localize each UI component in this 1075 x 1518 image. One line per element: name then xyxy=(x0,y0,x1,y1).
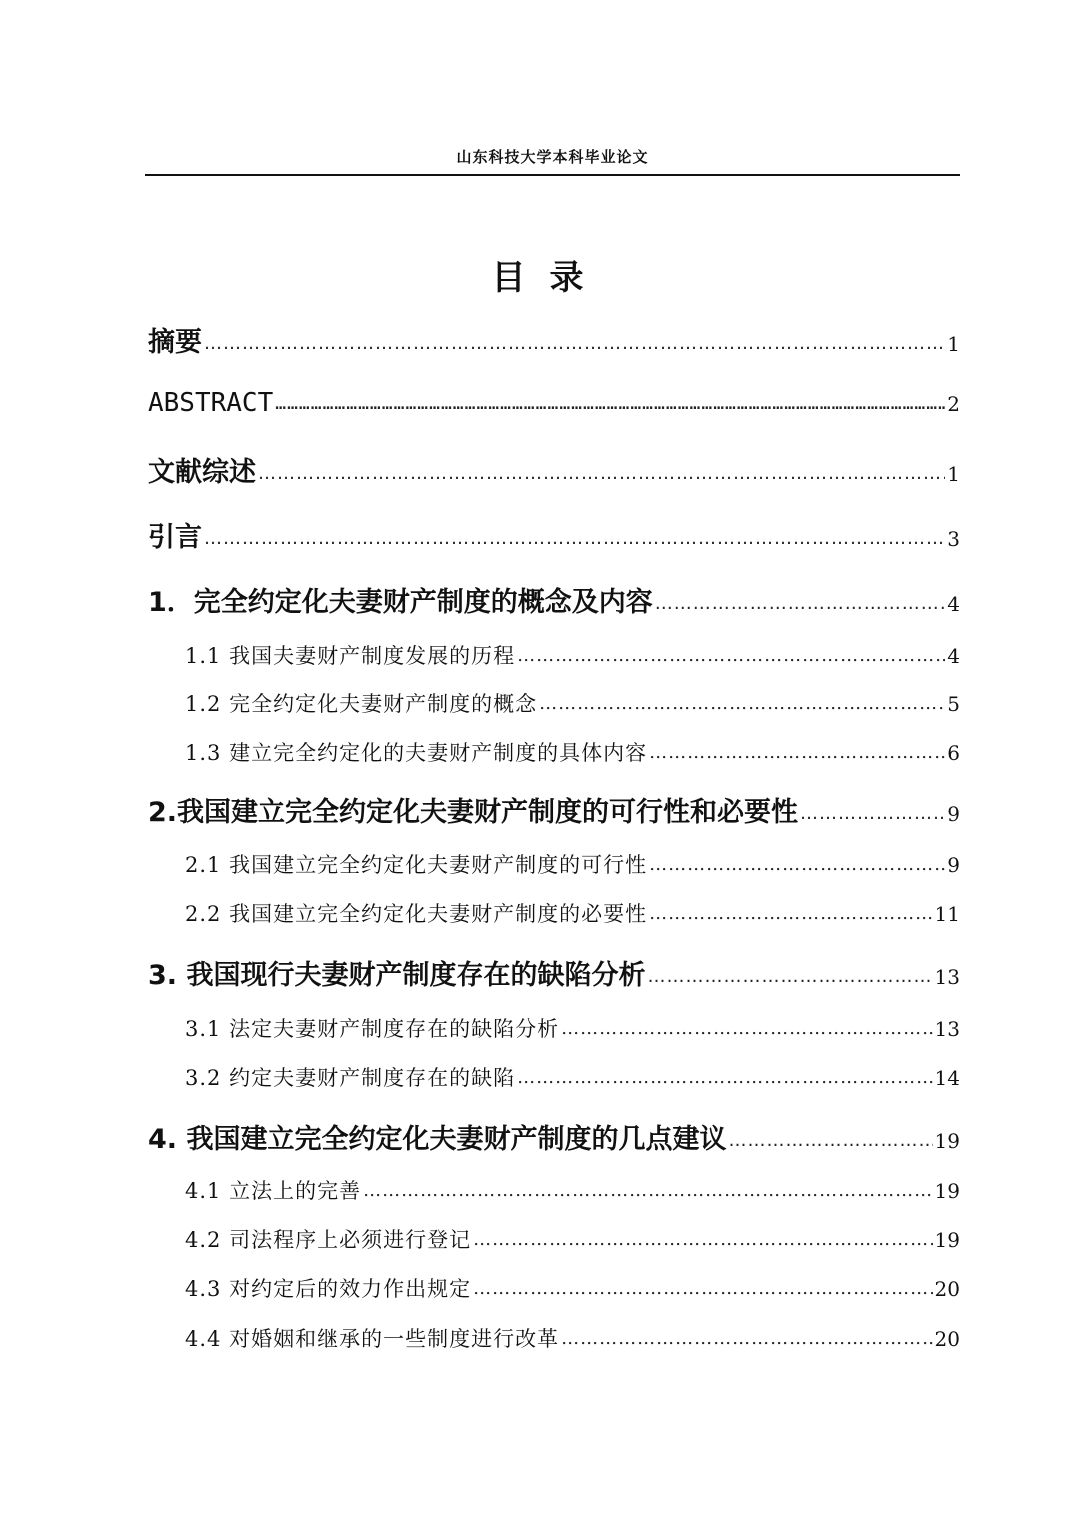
dot-leader xyxy=(275,393,945,414)
dot-leader xyxy=(517,1067,932,1088)
dot-leader xyxy=(647,966,932,987)
toc-entry-chapter-1[interactable] xyxy=(148,580,960,619)
toc-entry-label: 2.我国建立完全约定化夫妻财产制度的可行性和必要性 xyxy=(148,797,799,828)
toc-entry-page: 2 xyxy=(947,392,960,416)
dot-leader xyxy=(473,1278,932,1299)
toc-entry-chapter-3[interactable] xyxy=(148,953,960,992)
toc-entry-section-1-1[interactable] xyxy=(185,640,960,670)
toc-entry-label: 3.1 法定夫妻财产制度存在的缺陷分析 xyxy=(185,1017,560,1041)
toc-entry-label: 4.1 立法上的完善 xyxy=(185,1179,362,1203)
toc-entry-label: 摘要 xyxy=(148,327,202,358)
toc-entry-literature-review[interactable] xyxy=(148,450,960,489)
toc-entry-page: 14 xyxy=(934,1066,960,1090)
toc-entry-label: 4.3 对约定后的效力作出规定 xyxy=(185,1277,472,1301)
toc-entry-page: 1 xyxy=(947,462,960,486)
toc-entry-page: 6 xyxy=(947,741,960,765)
toc-entry-page: 20 xyxy=(934,1277,960,1301)
toc-entry-label: 2.1 我国建立完全约定化夫妻财产制度的可行性 xyxy=(185,853,648,877)
toc-entry-label: 1.3 建立完全约定化的夫妻财产制度的具体内容 xyxy=(185,741,648,765)
toc-entry-label: 4.2 司法程序上必须进行登记 xyxy=(185,1228,472,1252)
toc-entry-section-4-1[interactable] xyxy=(185,1175,960,1205)
toc-entry-page: 5 xyxy=(947,692,960,716)
toc-entry-section-4-3[interactable] xyxy=(185,1273,960,1303)
toc-entry-page: 3 xyxy=(947,527,960,551)
toc-entry-page: 4 xyxy=(947,644,960,668)
dot-leader xyxy=(561,1328,932,1349)
toc-entry-section-1-3[interactable] xyxy=(185,737,960,767)
dot-leader xyxy=(473,1229,932,1250)
dot-leader xyxy=(649,903,932,924)
dot-leader xyxy=(258,463,945,484)
toc-entry-page: 4 xyxy=(947,592,960,616)
toc-entry-label: 1.1 我国夫妻财产制度发展的历程 xyxy=(185,644,516,668)
dot-leader xyxy=(204,528,945,549)
toc-entry-label: 文献综述 xyxy=(148,457,256,488)
toc-entry-label: 3.2 约定夫妻财产制度存在的缺陷 xyxy=(185,1066,516,1090)
toc-entry-chapter-2[interactable] xyxy=(148,790,960,829)
toc-entry-chapter-4[interactable] xyxy=(148,1117,960,1156)
toc-entry-label: 引言 xyxy=(148,522,202,553)
toc-entry-section-4-4[interactable] xyxy=(185,1323,960,1353)
toc-entry-abstract-en[interactable] xyxy=(148,388,960,418)
dot-leader xyxy=(728,1130,932,1151)
toc-entry-page: 11 xyxy=(934,902,960,926)
toc-entry-page: 13 xyxy=(934,1017,960,1041)
dot-leader xyxy=(649,742,945,763)
toc-entry-page: 19 xyxy=(934,1179,960,1203)
toc-entry-label: 4. 我国建立完全约定化夫妻财产制度的几点建议 xyxy=(148,1124,727,1155)
running-header-title: 山东科技大学本科毕业论文 xyxy=(456,148,649,166)
toc-entry-page: 13 xyxy=(934,965,960,989)
toc-entry-label: 2.2 我国建立完全约定化夫妻财产制度的必要性 xyxy=(185,902,648,926)
toc-entry-page: 9 xyxy=(947,853,960,877)
toc-entry-section-2-1[interactable] xyxy=(185,849,960,879)
dot-leader xyxy=(655,593,945,614)
toc-entry-page: 20 xyxy=(934,1327,960,1351)
toc-entry-section-1-2[interactable] xyxy=(185,688,960,718)
toc-entry-page: 19 xyxy=(934,1228,960,1252)
dot-leader xyxy=(649,854,945,875)
toc-entry-page: 1 xyxy=(947,332,960,356)
toc-entry-abstract-cn[interactable] xyxy=(148,320,960,359)
dot-leader xyxy=(363,1180,932,1201)
toc-entry-section-3-1[interactable] xyxy=(185,1013,960,1043)
toc-entry-page: 19 xyxy=(934,1129,960,1153)
toc-entry-label: 1．完全约定化夫妻财产制度的概念及内容 xyxy=(148,587,653,618)
toc-entry-introduction[interactable] xyxy=(148,515,960,554)
toc-entry-section-2-2[interactable] xyxy=(185,898,960,928)
toc-title: 目录 xyxy=(491,258,608,298)
toc-entry-label: 4.4 对婚姻和继承的一些制度进行改革 xyxy=(185,1327,560,1351)
toc-entry-page: 9 xyxy=(947,802,960,826)
dot-leader xyxy=(539,693,945,714)
toc-entry-label: ABSTRACT xyxy=(148,388,274,418)
dot-leader xyxy=(800,803,945,824)
toc-entry-section-3-2[interactable] xyxy=(185,1062,960,1092)
dot-leader xyxy=(517,645,945,666)
toc-entry-label: 1.2 完全约定化夫妻财产制度的概念 xyxy=(185,692,538,716)
dot-leader xyxy=(204,333,945,354)
dot-leader xyxy=(561,1018,932,1039)
toc-entry-section-4-2[interactable] xyxy=(185,1224,960,1254)
toc-entry-label: 3. 我国现行夫妻财产制度存在的缺陷分析 xyxy=(148,960,646,991)
